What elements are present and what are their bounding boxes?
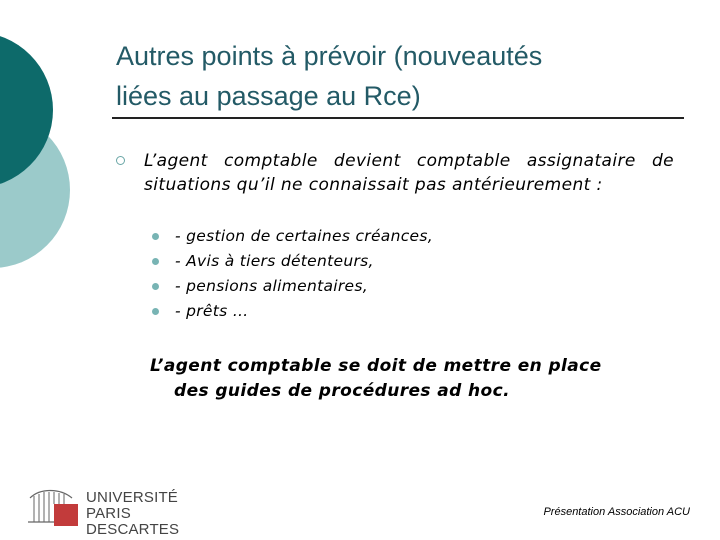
- title-divider: [112, 117, 684, 119]
- decorative-circles: [0, 0, 80, 300]
- title-line-2: liées au passage au Rce): [116, 81, 421, 111]
- list-item: [150, 224, 570, 249]
- sub-bullet-list: [150, 224, 570, 324]
- logo-line-1: UNIVERSITÉ: [86, 489, 179, 506]
- title-line-1: Autres points à prévoir (nouveautés: [116, 41, 543, 71]
- slide-title: [116, 36, 676, 116]
- footer-caption: Présentation Association ACU: [543, 506, 690, 518]
- list-item-text: - gestion de certaines créances,: [175, 227, 433, 245]
- dot-bullet-icon: [152, 233, 159, 240]
- note-line-2: des guides de procédures ad hoc.: [174, 381, 510, 401]
- university-logo: [26, 482, 216, 538]
- dot-bullet-icon: [152, 283, 159, 290]
- list-item: [150, 274, 570, 299]
- main-bullet-text: L’agent comptable devient comptable assignataire de situations qu’il ne connaissait pas antérieurement :: [144, 151, 674, 195]
- dot-bullet-icon: [152, 308, 159, 315]
- university-emblem-icon: [26, 484, 80, 528]
- list-item: [150, 299, 570, 324]
- dot-bullet-icon: [152, 258, 159, 265]
- list-item-text: - pensions alimentaires,: [175, 277, 368, 295]
- list-item-text: - Avis à tiers détenteurs,: [175, 252, 374, 270]
- logo-line-2: PARIS DESCARTES: [86, 505, 180, 538]
- ring-bullet-icon: [116, 156, 125, 165]
- note-line-1: L’agent comptable se doit de mettre en place: [150, 356, 602, 376]
- procedure-note: [150, 354, 690, 404]
- list-item: [150, 249, 570, 274]
- list-item-text: - prêts …: [175, 302, 249, 320]
